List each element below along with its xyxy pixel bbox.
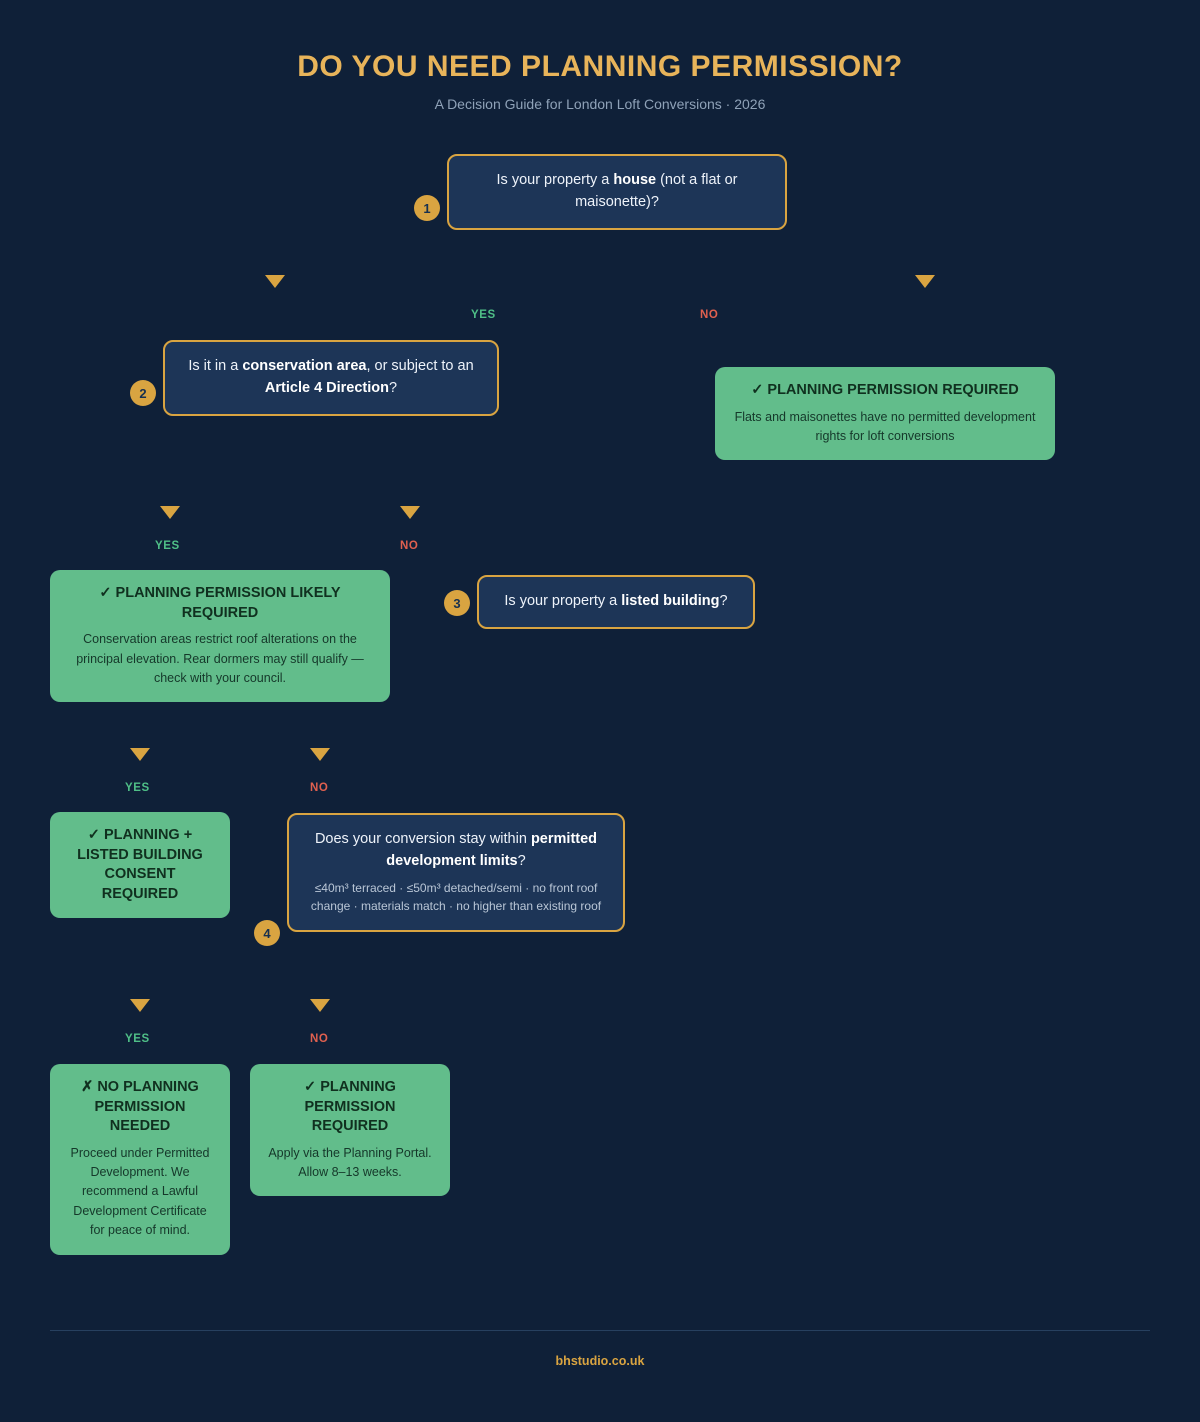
question-node-4 bbox=[287, 813, 625, 932]
outcome-required-head: ✓ PLANNING PERMISSION REQUIRED bbox=[304, 1079, 396, 1135]
arrow-q1-no bbox=[915, 275, 935, 288]
arrow-q3-yes bbox=[130, 748, 150, 761]
outcome-listed-head: ✓ PLANNING + LISTED BUILDING CONSENT REQUIRED bbox=[77, 827, 203, 902]
step-badge-1: 1 bbox=[414, 195, 440, 221]
footer-site: bhstudio.co.uk bbox=[555, 1354, 645, 1368]
q3-text-after: ? bbox=[719, 593, 728, 609]
outcome-permission-required bbox=[250, 1064, 450, 1196]
label-no-q1: NO bbox=[700, 309, 719, 321]
label-yes-q3: YES bbox=[125, 782, 150, 794]
q1-text-after: (not a flat or maisonette)? bbox=[575, 172, 738, 210]
page-subtitle: A Decision Guide for London Loft Conversions · 2026 bbox=[434, 96, 766, 112]
question-node-1 bbox=[447, 154, 787, 230]
label-no-q3: NO bbox=[310, 782, 329, 794]
q2-text-bold: conservation area bbox=[242, 358, 367, 374]
arrow-q1-yes bbox=[265, 275, 285, 288]
q1-text-bold: house bbox=[613, 172, 657, 188]
label-yes-q1: YES bbox=[471, 309, 496, 321]
outcome-none-body: Proceed under Permitted Development. We recommend a Lawful Development Certificate for peace of mind. bbox=[70, 1145, 210, 1238]
q4-text-bold: permitted development limits bbox=[386, 831, 598, 869]
q1-text-before: Is your property a bbox=[496, 172, 614, 188]
outcome-flats-body: Flats and maisonettes have no permitted development rights for loft conversions bbox=[734, 409, 1036, 443]
outcome-required-body: Apply via the Planning Portal. Allow 8–13 weeks. bbox=[268, 1145, 432, 1180]
outcome-conservation-body: Conservation areas restrict roof alterations on the principal elevation. Rear dormers may still qualify — check with your council. bbox=[76, 632, 364, 685]
q4-text-before: Does your conversion stay within bbox=[314, 831, 531, 847]
arrow-q2-yes bbox=[160, 506, 180, 519]
q2-text-before: Is it in a bbox=[188, 358, 243, 374]
outcome-listed bbox=[50, 812, 230, 918]
label-yes-q2: YES bbox=[155, 540, 180, 552]
outcome-conservation-head: ✓ PLANNING PERMISSION LIKELY REQUIRED bbox=[99, 585, 341, 621]
step-badge-4: 4 bbox=[254, 920, 280, 946]
step-badge-3: 3 bbox=[444, 590, 470, 616]
label-no-q4: NO bbox=[310, 1033, 329, 1045]
q4-text-after: ? bbox=[517, 852, 526, 869]
label-no-q2: NO bbox=[400, 540, 419, 552]
q2-text-mid: , or subject to an bbox=[366, 358, 474, 374]
arrow-q3-no bbox=[310, 748, 330, 761]
q3-text-before: Is your property a bbox=[504, 593, 622, 609]
page-title: DO YOU NEED PLANNING PERMISSION? bbox=[297, 50, 903, 83]
q4-subtext: ≤40m³ terraced · ≤50m³ detached/semi · no front roof change · materials match · no higher than existing roof bbox=[310, 880, 602, 914]
footer-divider bbox=[50, 1330, 1150, 1331]
outcome-flats bbox=[715, 367, 1055, 460]
outcome-none-head: ✗ NO PLANNING PERMISSION NEEDED bbox=[81, 1079, 199, 1135]
outcome-conservation bbox=[50, 570, 390, 702]
question-node-3 bbox=[477, 575, 755, 629]
q3-text-bold: listed building bbox=[621, 593, 720, 609]
step-badge-2: 2 bbox=[130, 380, 156, 406]
outcome-no-permission bbox=[50, 1064, 230, 1255]
arrow-q4-no bbox=[310, 999, 330, 1012]
q2-text-after: ? bbox=[389, 379, 398, 396]
question-node-2 bbox=[163, 340, 499, 416]
arrow-q2-no bbox=[400, 506, 420, 519]
label-yes-q4: YES bbox=[125, 1033, 150, 1045]
outcome-flats-head: ✓ PLANNING PERMISSION REQUIRED bbox=[751, 382, 1019, 398]
q2-text-bold2: Article 4 Direction bbox=[264, 379, 389, 396]
arrow-q4-yes bbox=[130, 999, 150, 1012]
